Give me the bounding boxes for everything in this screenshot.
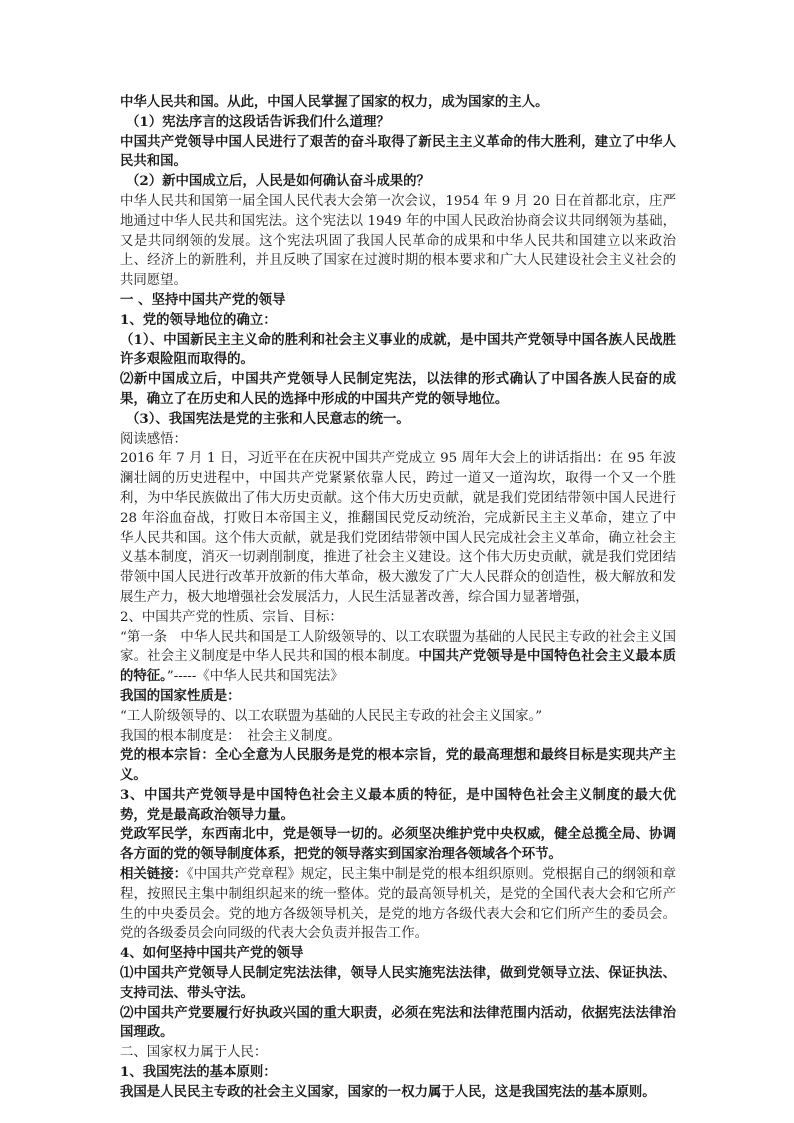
point-4-2: ⑵中国共产党要履行好执政兴国的重大职责，必须在宪法和法律范围内活动，依据宪法法律治国理政。 bbox=[120, 1004, 676, 1041]
related-link bbox=[120, 865, 676, 944]
subheading-2-1: 1、我国宪法的基本原则： bbox=[120, 1064, 277, 1081]
related-link-label: 相关链接： bbox=[120, 866, 187, 883]
nature-text: “工人阶级领导的、以工农联盟为基础的人民民主专政的社会主义国家。” bbox=[120, 708, 543, 724]
nature-heading: 我国的国家性质是： bbox=[120, 687, 241, 704]
section-heading-1: 一 、坚持中国共产党的领导 bbox=[120, 291, 286, 308]
article-bold-text: 中国共产党领导是中国特色社会主义最本质的特征。 bbox=[120, 648, 677, 685]
answer-2: 中华人民共和国第一届全国人民代表大会第一次会议，1954 年 9 月 20 日在首都北京，庄严地通过中华人民共和国宪法。这个宪法以 1949 年的中国人民政治协商会议共同纲领为基础，又是共同纲领的发展。这个宪法巩固了我国人民革命的成果和中华人民共和国建立以来政治上、经济上的新胜利，并且反映了国家在过渡时期的根本要求和广大人民建设社会主义社会的共同愿望。 bbox=[120, 193, 676, 289]
article-source: ”-----《中华人民共和国宪法》 bbox=[166, 669, 344, 685]
question-1: （1）宪法序言的这段话告诉我们什么道理？ bbox=[126, 113, 390, 130]
constitution-article-1 bbox=[120, 628, 676, 687]
reading-label: 阅读感悟： bbox=[120, 431, 187, 447]
document-page bbox=[120, 93, 676, 1103]
leadership-text: 党政军民学，东西南北中，党是领导一切的。必须坚决维护党中央权威，健全总揽全局、协调各方面的党的领导制度体系，把党的领导落实到国家治理各领域各个环节。 bbox=[120, 826, 676, 863]
related-link-text: 《中国共产党章程》规定，民主集中制是党的根本组织原则。党根据自己的纲领和章程，按照民主集中制组织起来的统一整体。党的最高领导机关，是党的全国代表大会和它所产生的中央委员会。党的地方各级领导机关，是党的地方各级代表大会和它们所产生的委员会。党的各级委员会向同级的代表大会负责并报告工作。 bbox=[120, 867, 676, 942]
question-2: （2）新中国成立后，人民是如何确认奋斗成果的？ bbox=[126, 173, 430, 190]
section-heading-2: 二、国家权力属于人民： bbox=[120, 1045, 268, 1061]
system-text: 我国的根本制度是： 社会主义制度。 bbox=[120, 728, 341, 744]
subheading-1-4: 4、如何坚持中国共产党的领导 bbox=[120, 945, 304, 962]
subheading-1-1: 1、党的领导地位的确立： bbox=[120, 311, 277, 328]
point-1-2: ⑵新中国成立后，中国共产党领导人民制定宪法，以法律的形式确认了中国各族人民奋的成果，确立了在历史和人民的选择中形成的中国共产党的领导地位。 bbox=[120, 371, 676, 407]
reading-text: 2016 年 7 月 1 日，习近平在在庆祝中国共产党成立 95 周年大会上的讲话指出：在 95 年波澜壮阔的历史进程中，中国共产党紧紧依靠人民，跨过一道又一道沟坎，取得一个又一个胜利，为中华民族做出了伟大历史贡献。这个伟大历史贡献，就是我们党团结带领中国人民进行 28 年浴血奋战，打败日本帝国主义，推翻国民党反动统治，完成新民主主义革命，建立了中华人民共和国。这个伟大贡献，就是我们党团结带领中国人民完成社会主义革命，确立社会主义基本制度，消灭一切剥削制度，推进了社会主义建设。这个伟大历史贡献，就是我们党团结带领中国人民进行改革开放新的伟大革命，极大激发了广大人民群众的创造性，极大解放和发展生产力，极大地增强社会发展活力，人民生活显著改善，综合国力显著增强， bbox=[120, 451, 676, 605]
paragraph-intro: 中华人民共和国。从此，中国人民掌握了国家的权力，成为国家的主人。 bbox=[120, 94, 549, 110]
point-1-1: （1）、中国新民主主义命的胜利和社会主义事业的成就，是中国共产党领导中国各族人民战胜许多艰险阻而取得的。 bbox=[120, 331, 676, 368]
point-2-1: 我国是人民民主专政的社会主义国家，国家的一权力属于人民，这是我国宪法的基本原则。 bbox=[120, 1083, 656, 1100]
subheading-1-3: 3、中国共产党领导是中国特色社会主义最本质的特征，是中国特色社会主义制度的最大优势，党是最高政治领导力量。 bbox=[120, 786, 676, 823]
subheading-1-2: 2、中国共产党的性质、宗旨、目标： bbox=[120, 609, 343, 625]
article-text: “第一条 中华人民共和国是工人阶级领导的、以工农联盟为基础的人民民主专政的社会主义国家。社会主义制度是中华人民共和国的根本制度。 bbox=[120, 629, 676, 665]
party-purpose: 党的根本宗旨：全心全意为人民服务是党的根本宗旨，党的最高理想和最终目标是实现共产主义。 bbox=[120, 747, 676, 784]
point-4-1: ⑴中国共产党领导人民制定宪法法律，领导人民实施宪法法律，做到党领导立法、保证执法、支持司法、带头守法。 bbox=[120, 965, 676, 1001]
answer-1: 中国共产党领导中国人民进行了艰苦的奋斗取得了新民主主义革命的伟大胜利，建立了中华人民共和国。 bbox=[120, 133, 676, 170]
point-1-3: （3）、我国宪法是党的主张和人民意志的统一。 bbox=[126, 410, 410, 427]
